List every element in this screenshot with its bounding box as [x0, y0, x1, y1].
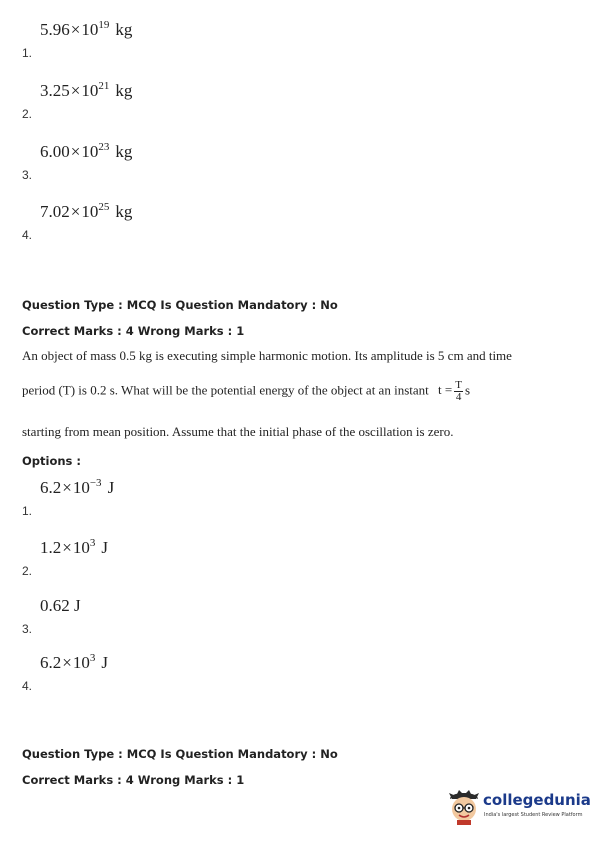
logo-tagline: India's largest Student Review Platform — [484, 812, 583, 818]
options-label: Options : — [22, 454, 81, 468]
option-value: $6.2\times 10^3$ J — [40, 652, 108, 672]
question-marks: Correct Marks : 4 Wrong Marks : 1 — [22, 324, 245, 338]
option-4[interactable] — [22, 653, 322, 693]
option-2[interactable] — [22, 81, 322, 121]
option-number: 1. — [22, 504, 33, 518]
option-value: $5.96\times 10^{19}$ kg — [40, 19, 133, 39]
question-text-line-2: period (T) is 0.2 s. What will be the potential energy of the object at an instant t = $\frac{T}{4}$ s — [22, 379, 470, 403]
option-number: 4. — [22, 228, 33, 242]
option-number: 3. — [22, 622, 33, 636]
option-value: $7.02\times 10^{25}$ kg — [40, 201, 133, 221]
option-value: $3.25\times 10^{21}$ kg — [40, 80, 133, 100]
option-number: 1. — [22, 46, 33, 60]
option-value: $6.00\times 10^{23}$ kg — [40, 141, 133, 161]
question-text-line-1: An object of mass 0.5 kg is executing simple harmonic motion. Its amplitude is 5 cm and time — [22, 348, 512, 363]
option-number: 4. — [22, 679, 33, 693]
option-4[interactable] — [22, 202, 322, 242]
option-number: 2. — [22, 564, 33, 578]
option-number: 3. — [22, 168, 33, 182]
question-type: Question Type : MCQ Is Question Mandatory : No — [22, 747, 338, 761]
formula-t: t = — [438, 382, 453, 398]
option-3[interactable] — [22, 142, 322, 182]
option-value: 0.62 J — [40, 596, 81, 615]
option-2[interactable] — [22, 538, 322, 578]
collegedunia-logo[interactable] — [447, 787, 591, 827]
option-1[interactable] — [22, 20, 322, 60]
question-marks: Correct Marks : 4 Wrong Marks : 1 — [22, 773, 245, 787]
option-number: 2. — [22, 107, 33, 121]
question-type: Question Type : MCQ Is Question Mandatory : No — [22, 298, 338, 312]
option-value: $6.2\times 10^{-3}$ J — [40, 477, 115, 497]
logo-brand: collegedunia — [483, 791, 591, 809]
question-text-line-3: starting from mean position. Assume that the initial phase of the oscillation is zero. — [22, 424, 454, 439]
option-value: $1.2\times 10^3$ J — [40, 537, 108, 557]
mascot-icon — [447, 787, 481, 825]
fraction: $\frac{T}{4}$ — [455, 379, 462, 403]
option-1[interactable] — [22, 478, 322, 518]
option-3[interactable] — [22, 596, 322, 636]
